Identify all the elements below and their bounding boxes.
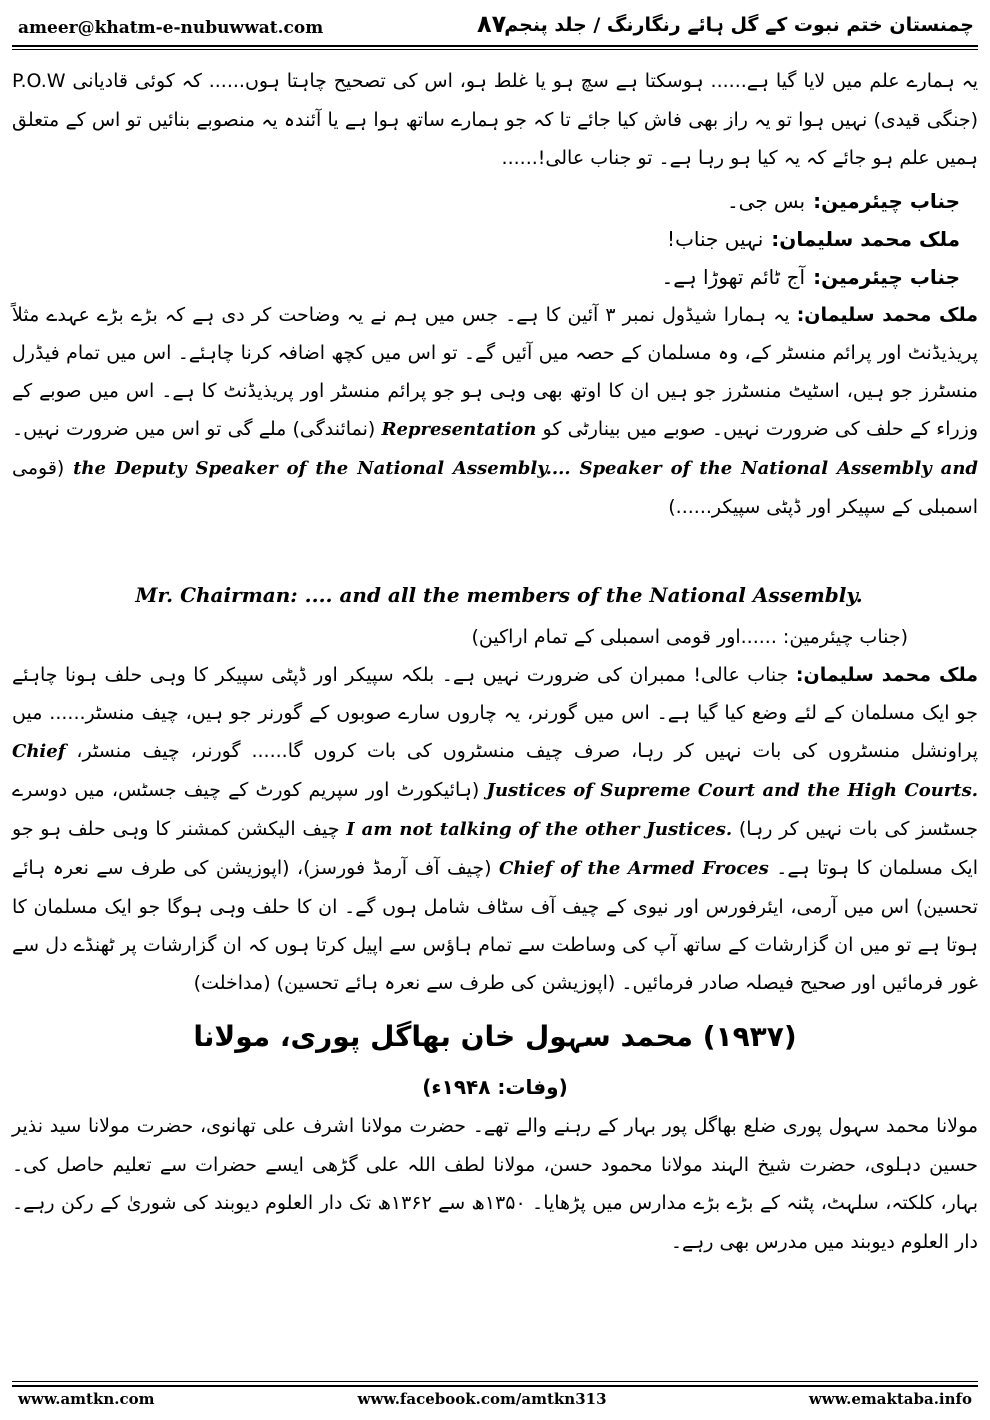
speaker-name: جناب چیئرمین: bbox=[813, 189, 960, 213]
footer-divider bbox=[12, 1385, 978, 1387]
speaker-name: ملک محمد سلیمان: bbox=[771, 227, 960, 251]
biography-paragraph: مولانا محمد سہول پوری ضلع بھاگل پور بہار کے رہنے والے تھے۔ حضرت مولانا اشرف علی تھانوی، حضرت مولانا سید نذیر حسین دہلوی، حضرت شیخ الہند مولانا محمود حسن، مولانا لطف اللہ علی گڑھی ایسے حضرات سے تعلیم حاصل کی۔ بہار، کلکتہ، سلہٹ، پٹنہ کے بڑے بڑے مدارس میں پڑھایا۔ ۱۳۵۰ھ سے ۱۳۶۲ھ تک دار العلوم دیوبند کی شوریٰ کے رکن رہے۔ دار العلوم دیوبند میں مدرس بھی رہے۔ bbox=[12, 1115, 978, 1253]
page-number: ۸۷ bbox=[477, 10, 507, 38]
document-page bbox=[12, 0, 978, 1420]
footer-link-facebook[interactable]: www.facebook.com/amtkn313 bbox=[357, 1390, 607, 1408]
statement-text: (چیف آف آرمڈ فورسز)، (اپوزیشن کی طرف سے نعرہ ہائے تحسین) اس میں آرمی، ایئرفورس اور نیوی کے چیف آف سٹاف شامل ہوں گے۔ ان کا حلف وہی ہوگا جو ایک مسلمان کا ہوتا ہے تو میں ان گزارشات کے ساتھ آپ کی وساطت سے تمام ہاؤس سے اپیل کرتا ہوں کہ ان گزارشات پر ٹھنڈے دل سے غور فرمائیں اور صحیح فیصلہ صادر فرمائیں۔ (اپوزیشن کی طرف سے نعرہ ہائے تحسین) (مداخلت) bbox=[12, 857, 978, 994]
death-year: (وفات: ۱۹۴۸ء) bbox=[422, 1075, 568, 1099]
dialogue-line bbox=[12, 182, 978, 220]
english-phrase: Chief Justices of Supreme Court and the High Courts. bbox=[12, 741, 978, 801]
english-term: Representation bbox=[381, 419, 537, 440]
statement-text: (نمائندگی) ملے گی تو اس میں ضرورت نہیں۔ bbox=[12, 418, 376, 440]
page-footer bbox=[12, 1390, 978, 1414]
footer-link-amtkn[interactable]: www.amtkn.com bbox=[18, 1390, 155, 1408]
header-email[interactable]: ameer@khatm-e-nubuwwat.com bbox=[18, 18, 324, 38]
statement-text: چیف الیکشن کمشنر کا وہی حلف ہو جو ایک مسلمان کا ہوتا ہے۔ bbox=[12, 818, 978, 879]
english-phrase: Chief of the Armed Froces bbox=[498, 858, 769, 879]
english-phrase: I am not talking of the other Justices. bbox=[346, 819, 733, 840]
page-content bbox=[12, 62, 979, 1253]
footer-link-emaktaba[interactable]: www.emaktaba.info bbox=[808, 1390, 972, 1408]
speech-text: آج ٹائم تھوڑا ہے۔ bbox=[661, 265, 806, 289]
section-heading: (۱۹۳۷) محمد سہول خان بھاگل پوری، مولانا bbox=[193, 1020, 797, 1053]
speech-text: بس جی۔ bbox=[726, 189, 806, 213]
page-header bbox=[12, 8, 978, 46]
speech-text: نہیں جناب! bbox=[667, 227, 764, 251]
intro-paragraph: یہ ہمارے علم میں لایا گیا ہے...... ہوسکتا ہے سچ ہو یا غلط ہو، اس کی تصحیح چاہتا ہوں...... کہ کوئی قادیانی P.O.W (جنگی قیدی) نہیں ہوا تو یہ راز بھی فاش کیا جائے تا کہ جو ہمارے ساتھ ہوا ہے یا آئندہ یہ منصوبے بنائیں تو اس کے متعلق ہمیں علم ہو جائے کہ یہ کیا ہو رہا ہے۔ تو جناب عالی!...... bbox=[12, 70, 978, 169]
speaker-name: ملک محمد سلیمان: bbox=[796, 304, 978, 326]
english-phrase: the Deputy Speaker of the National Assembly.... bbox=[73, 458, 571, 479]
statement-text: جناب عالی! ممبران کی ضرورت نہیں ہے۔ بلکہ سپیکر اور ڈپٹی سپیکر کا وہی حلف ہونا چاہئے جو ایک مسلمان کے لئے وضع کیا گیا ہے۔ اس میں گورنر، یہ چاروں سارے صوبوں کے گورنر جو ہیں، چیف منسٹر...... میں پراونشل منسٹروں کی بات نہیں کر رہا، صرف چیف منسٹروں کی بات کروں گا...... گورنر، چیف منسٹر، bbox=[12, 664, 978, 762]
header-divider bbox=[12, 45, 978, 47]
chairman-english-line: Mr. Chairman: .... and all the members of the National Assembly. bbox=[135, 583, 863, 607]
malik-statement-2 bbox=[12, 656, 978, 1001]
speaker-name: جناب چیئرمین: bbox=[813, 265, 960, 289]
footer-divider-thin bbox=[12, 1381, 978, 1382]
statement-text: (ہائیکورٹ اور سپریم کورٹ کے چیف جسٹس، میں دوسرے جسٹسز کی بات نہیں کر رہا) bbox=[12, 779, 979, 840]
speaker-name: ملک محمد سلیمان: bbox=[795, 664, 978, 686]
book-title: چمنستان ختم نبوت کے گل ہائے رنگارنگ / جلد پنجم bbox=[504, 14, 974, 36]
statement-text: (قومی اسمبلی کے سپیکر اور ڈپٹی سپیکر......) bbox=[12, 457, 978, 518]
dialogue-line bbox=[12, 258, 978, 296]
english-phrase: Speaker of the National Assembly and bbox=[579, 458, 978, 479]
statement-text: یہ ہمارا شیڈول نمبر ۳ آئین کا ہے۔ جس میں ہم نے یہ وضاحت کر دی ہے کہ بڑے بڑے عہدے مثلاً پریذیڈنٹ اور پرائم منسٹر کے، وہ مسلمان کے حصہ میں آئیں گے۔ تو اس میں کچھ اضافہ کرنا چاہئے۔ اس میں تمام فیڈرل منسٹرز جو ہیں، اسٹیٹ منسٹرز جو ہیں ان کا اوتھ بھی وہی ہو جو پرائم منسٹر اور پریذیڈنٹ کا ہے۔ اس میں صوبے کے وزراء کے حلف کی ضرورت نہیں۔ صوبے میں بینارٹی کو bbox=[12, 304, 978, 440]
malik-statement-1 bbox=[12, 296, 978, 572]
header-divider-thin bbox=[12, 49, 978, 50]
chairman-urdu-line: (جناب چیئرمین: ......اور قومی اسمبلی کے تمام اراکین) bbox=[471, 626, 908, 648]
dialogue-line bbox=[12, 220, 978, 258]
